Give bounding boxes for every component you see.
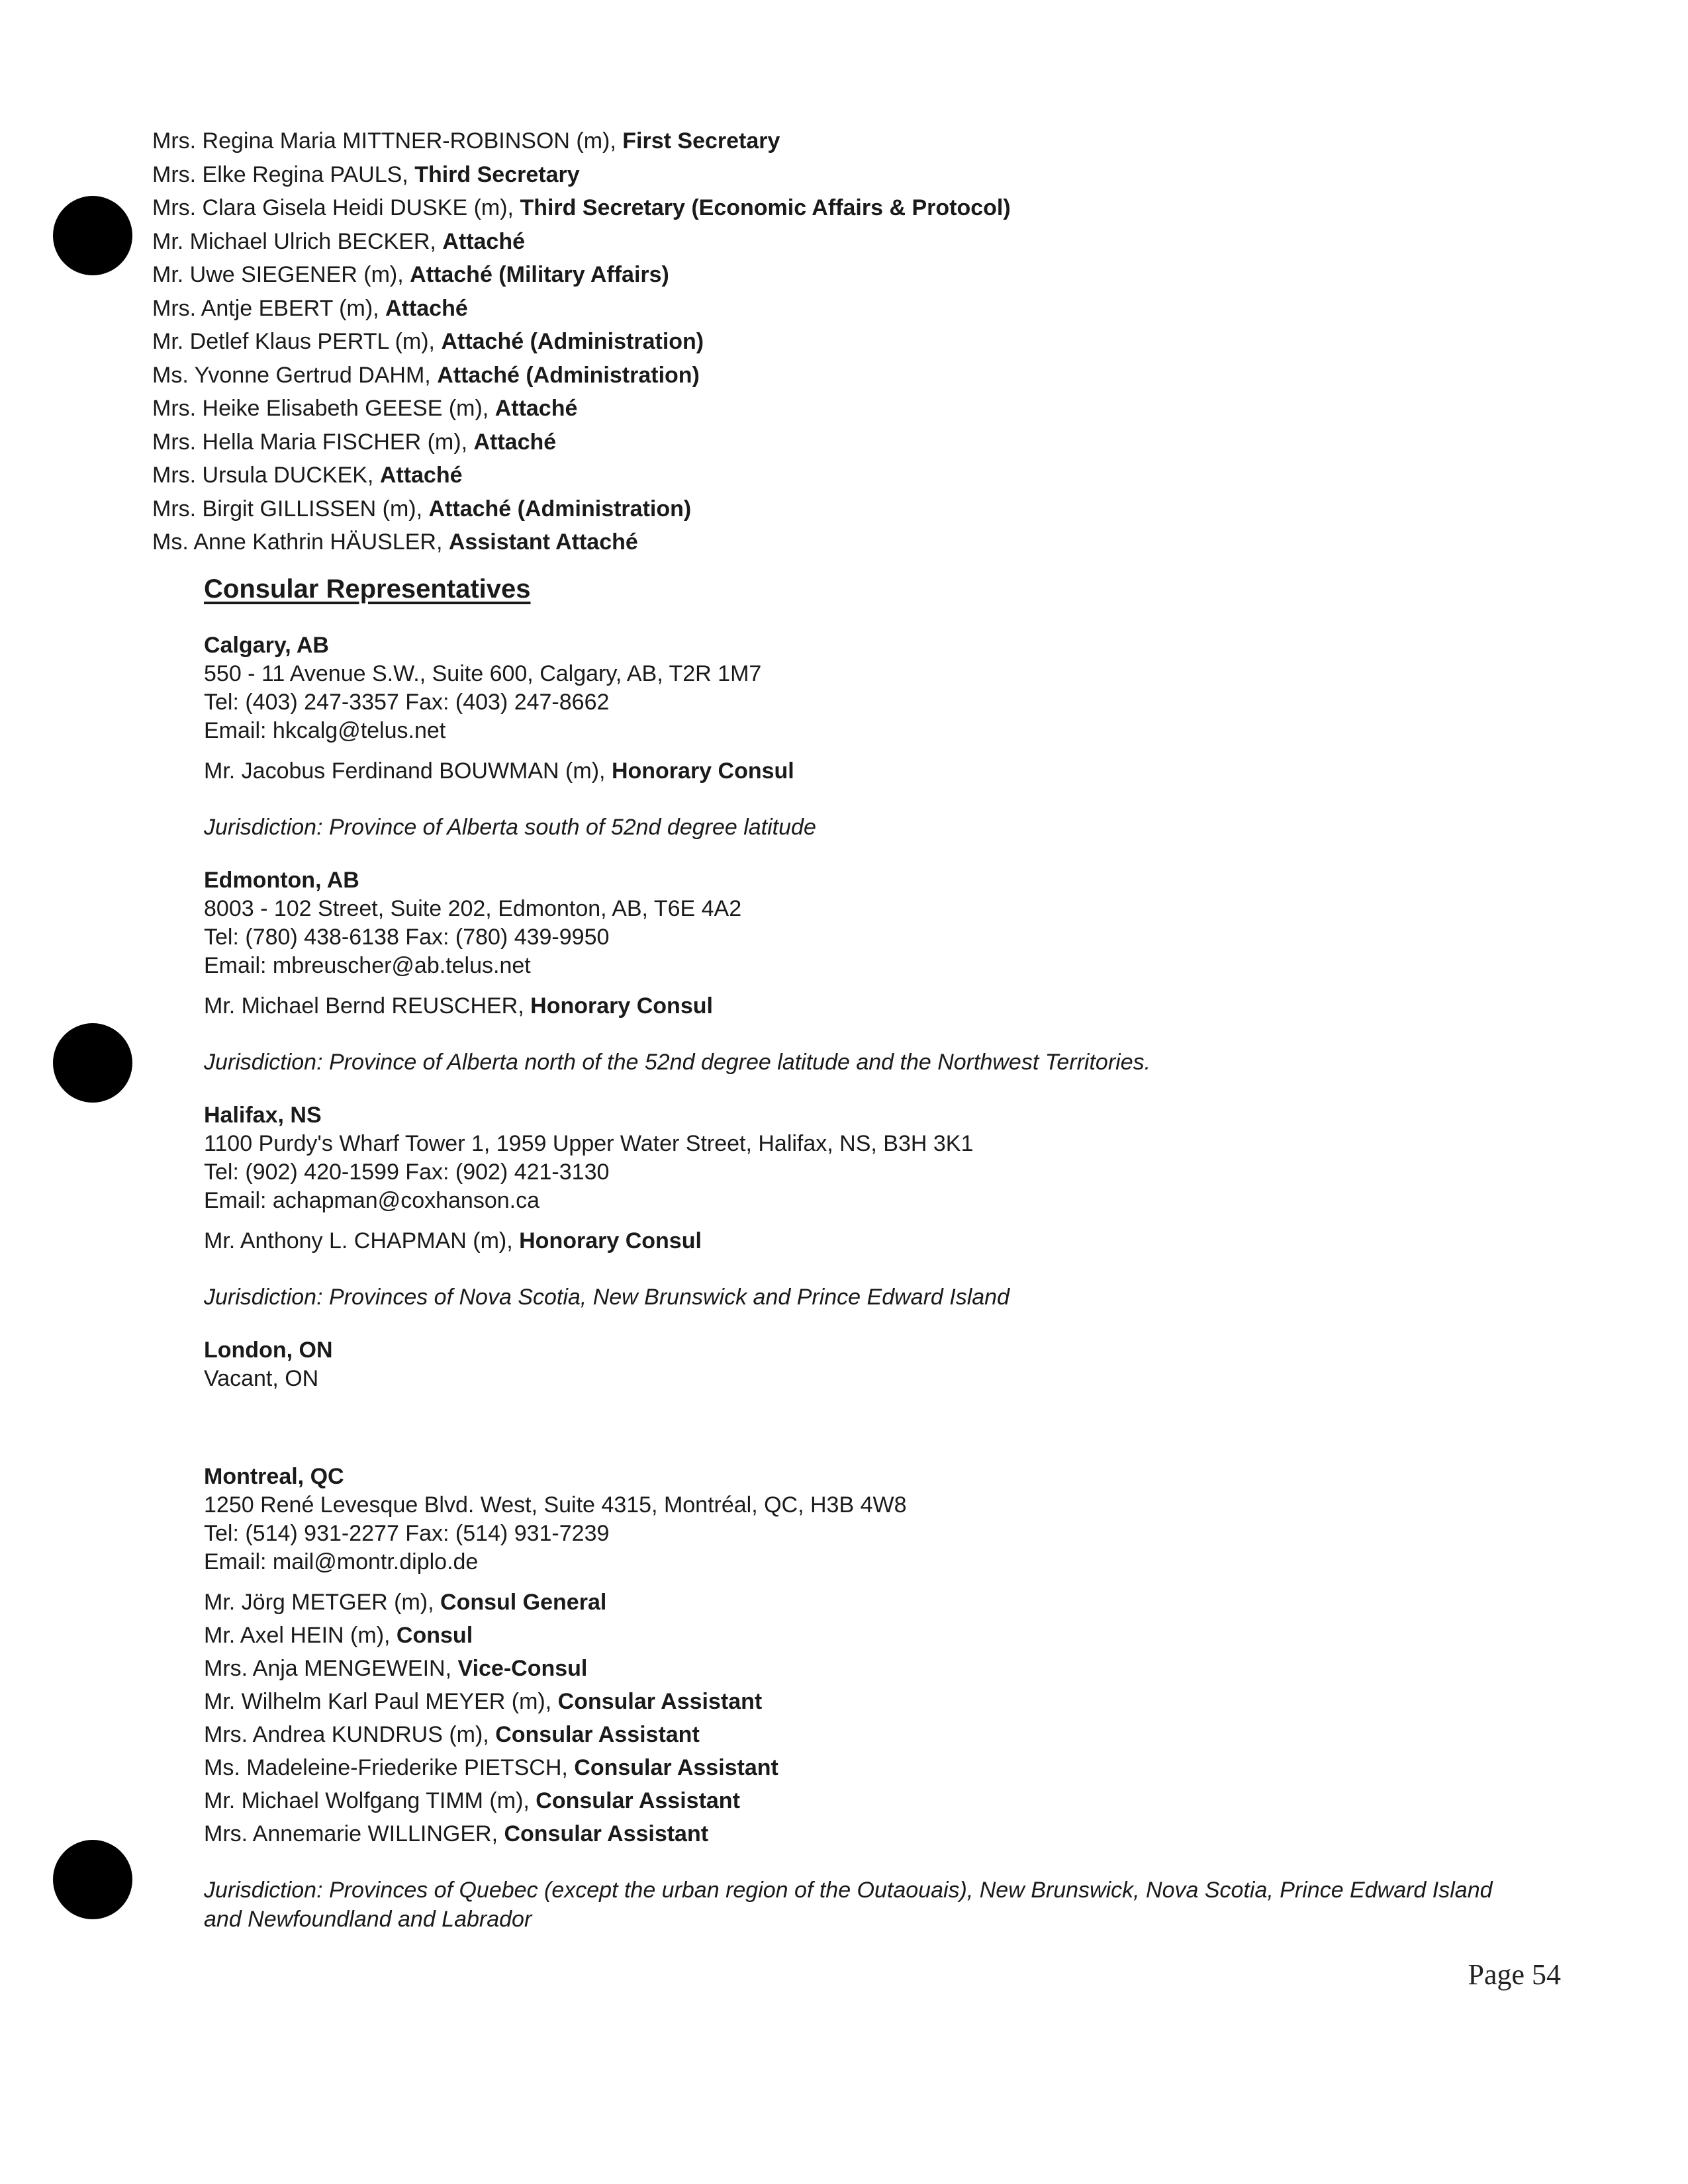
member-title: Consul General <box>440 1590 607 1615</box>
member-row <box>204 989 1528 1023</box>
office-email: Email: mail@montr.diplo.de <box>204 1549 479 1574</box>
staff-name: Mr. Uwe SIEGENER (m), <box>152 262 404 287</box>
member-row <box>204 1619 1528 1652</box>
office-block <box>204 866 1528 1077</box>
member-row <box>204 1718 1528 1751</box>
office-email: Email: mbreuscher@ab.telus.net <box>204 953 531 978</box>
member-row <box>204 1817 1528 1850</box>
staff-row <box>152 359 1476 392</box>
office-email: Email: hkcalg@telus.net <box>204 718 446 743</box>
staff-title: Attaché <box>385 295 468 321</box>
staff-list <box>152 124 1476 559</box>
office-address: Vacant, ON <box>204 1366 319 1391</box>
member-name: Mr. Wilhelm Karl Paul MEYER (m), <box>204 1689 552 1714</box>
staff-row <box>152 258 1476 292</box>
member-title: Honorary Consul <box>530 993 713 1019</box>
staff-row <box>152 124 1476 158</box>
staff-title: Attaché (Administration) <box>428 496 692 522</box>
staff-row <box>152 158 1476 192</box>
staff-name: Mrs. Hella Maria FISCHER (m), <box>152 429 468 455</box>
office-city: London, ON <box>204 1338 333 1363</box>
office-jurisdiction: Jurisdiction: Provinces of Quebec (except the urban region of the Outaouais), New Brunswick, Nova Scotia, Prince Edward Island and Newfoundland and Labrador <box>204 1878 1493 1932</box>
member-title: Vice-Consul <box>457 1656 588 1681</box>
member-title: Consular Assistant <box>536 1788 740 1813</box>
office-list <box>204 631 1528 1934</box>
staff-row <box>152 292 1476 326</box>
office-block <box>204 1101 1528 1312</box>
office-phone: Tel: (902) 420-1599 Fax: (902) 421-3130 <box>204 1160 610 1185</box>
office-jurisdiction: Jurisdiction: Province of Alberta south of 52nd degree latitude <box>204 815 816 840</box>
staff-title: Third Secretary (Economic Affairs & Protocol) <box>520 195 1011 220</box>
staff-title: Attaché <box>379 463 463 488</box>
member-name: Mr. Michael Bernd REUSCHER, <box>204 993 524 1019</box>
staff-title: Third Secretary <box>414 161 580 187</box>
office-city: Montreal, QC <box>204 1464 344 1489</box>
member-name: Mr. Anthony L. CHAPMAN (m), <box>204 1228 513 1253</box>
office-members <box>204 1224 1528 1257</box>
office-city: Calgary, AB <box>204 633 329 658</box>
member-row <box>204 1784 1528 1817</box>
punch-hole <box>53 1023 132 1103</box>
office-city: Edmonton, AB <box>204 868 359 893</box>
office-address: 8003 - 102 Street, Suite 202, Edmonton, AB, T6E 4A2 <box>204 896 742 921</box>
member-title: Consular Assistant <box>504 1821 709 1846</box>
staff-name: Mrs. Elke Regina PAULS, <box>152 161 408 187</box>
member-row <box>204 1685 1528 1718</box>
staff-row <box>152 525 1476 559</box>
member-title: Honorary Consul <box>519 1228 702 1253</box>
page-number: Page 54 <box>1468 1958 1561 1991</box>
staff-row <box>152 426 1476 459</box>
office-jurisdiction: Jurisdiction: Province of Alberta north of the 52nd degree latitude and the Northwest Territories. <box>204 1050 1151 1075</box>
staff-name: Mrs. Antje EBERT (m), <box>152 295 379 321</box>
staff-row <box>152 492 1476 526</box>
member-title: Consular Assistant <box>574 1755 778 1780</box>
staff-name: Mrs. Birgit GILLISSEN (m), <box>152 496 423 522</box>
staff-row <box>152 392 1476 426</box>
staff-name: Mrs. Heike Elisabeth GEESE (m), <box>152 396 489 421</box>
office-jurisdiction: Jurisdiction: Provinces of Nova Scotia, New Brunswick and Prince Edward Island <box>204 1285 1009 1310</box>
office-address: 550 - 11 Avenue S.W., Suite 600, Calgary, AB, T2R 1M7 <box>204 661 762 686</box>
office-email: Email: achapman@coxhanson.ca <box>204 1188 540 1213</box>
office-members <box>204 989 1528 1023</box>
office-city: Halifax, NS <box>204 1103 322 1128</box>
staff-title: Assistant Attaché <box>448 529 638 555</box>
member-row <box>204 1586 1528 1619</box>
staff-row <box>152 225 1476 259</box>
staff-name: Mrs. Regina Maria MITTNER-ROBINSON (m), <box>152 128 616 154</box>
member-row <box>204 1652 1528 1685</box>
staff-title: Attaché <box>494 396 578 421</box>
member-name: Mr. Jacobus Ferdinand BOUWMAN (m), <box>204 758 606 784</box>
staff-name: Mr. Detlef Klaus PERTL (m), <box>152 329 435 354</box>
member-title: Honorary Consul <box>611 758 794 784</box>
member-name: Mrs. Anja MENGEWEIN, <box>204 1656 452 1681</box>
staff-row <box>152 191 1476 225</box>
member-name: Mrs. Andrea KUNDRUS (m), <box>204 1722 489 1747</box>
office-phone: Tel: (514) 931-2277 Fax: (514) 931-7239 <box>204 1521 610 1546</box>
staff-name: Ms. Yvonne Gertrud DAHM, <box>152 362 431 388</box>
office-members <box>204 1586 1528 1850</box>
member-name: Mr. Axel HEIN (m), <box>204 1623 391 1648</box>
staff-row <box>152 325 1476 359</box>
member-name: Mr. Michael Wolfgang TIMM (m), <box>204 1788 530 1813</box>
punch-hole <box>53 196 132 275</box>
member-row <box>204 754 1528 788</box>
member-row <box>204 1751 1528 1784</box>
office-block <box>204 1462 1528 1934</box>
office-members <box>204 754 1528 788</box>
office-phone: Tel: (780) 438-6138 Fax: (780) 439-9950 <box>204 925 610 950</box>
staff-title: First Secretary <box>622 128 780 154</box>
staff-title: Attaché (Military Affairs) <box>410 262 669 287</box>
punch-hole <box>53 1840 132 1919</box>
member-title: Consular Assistant <box>557 1689 763 1714</box>
member-title: Consular Assistant <box>495 1722 700 1747</box>
staff-title: Attaché (Administration) <box>441 329 704 354</box>
staff-name: Ms. Anne Kathrin HÄUSLER, <box>152 529 443 555</box>
office-block <box>204 1336 1528 1393</box>
staff-title: Attaché <box>442 228 526 254</box>
member-name: Mr. Jörg METGER (m), <box>204 1590 434 1615</box>
member-name: Ms. Madeleine-Friederike PIETSCH, <box>204 1755 568 1780</box>
member-title: Consul <box>396 1623 473 1648</box>
member-name: Mrs. Annemarie WILLINGER, <box>204 1821 498 1846</box>
office-block <box>204 631 1528 842</box>
section-heading: Consular Representatives <box>204 574 531 604</box>
office-address: 1250 René Levesque Blvd. West, Suite 4315, Montréal, QC, H3B 4W8 <box>204 1492 907 1518</box>
staff-title: Attaché (Administration) <box>437 362 700 388</box>
staff-title: Attaché <box>473 429 557 455</box>
member-row <box>204 1224 1528 1257</box>
staff-name: Mrs. Clara Gisela Heidi DUSKE (m), <box>152 195 514 220</box>
staff-name: Mr. Michael Ulrich BECKER, <box>152 228 436 254</box>
staff-row <box>152 459 1476 492</box>
office-phone: Tel: (403) 247-3357 Fax: (403) 247-8662 <box>204 690 610 715</box>
consular-section <box>204 574 1528 1934</box>
staff-name: Mrs. Ursula DUCKEK, <box>152 463 374 488</box>
office-address: 1100 Purdy's Wharf Tower 1, 1959 Upper Water Street, Halifax, NS, B3H 3K1 <box>204 1131 974 1156</box>
